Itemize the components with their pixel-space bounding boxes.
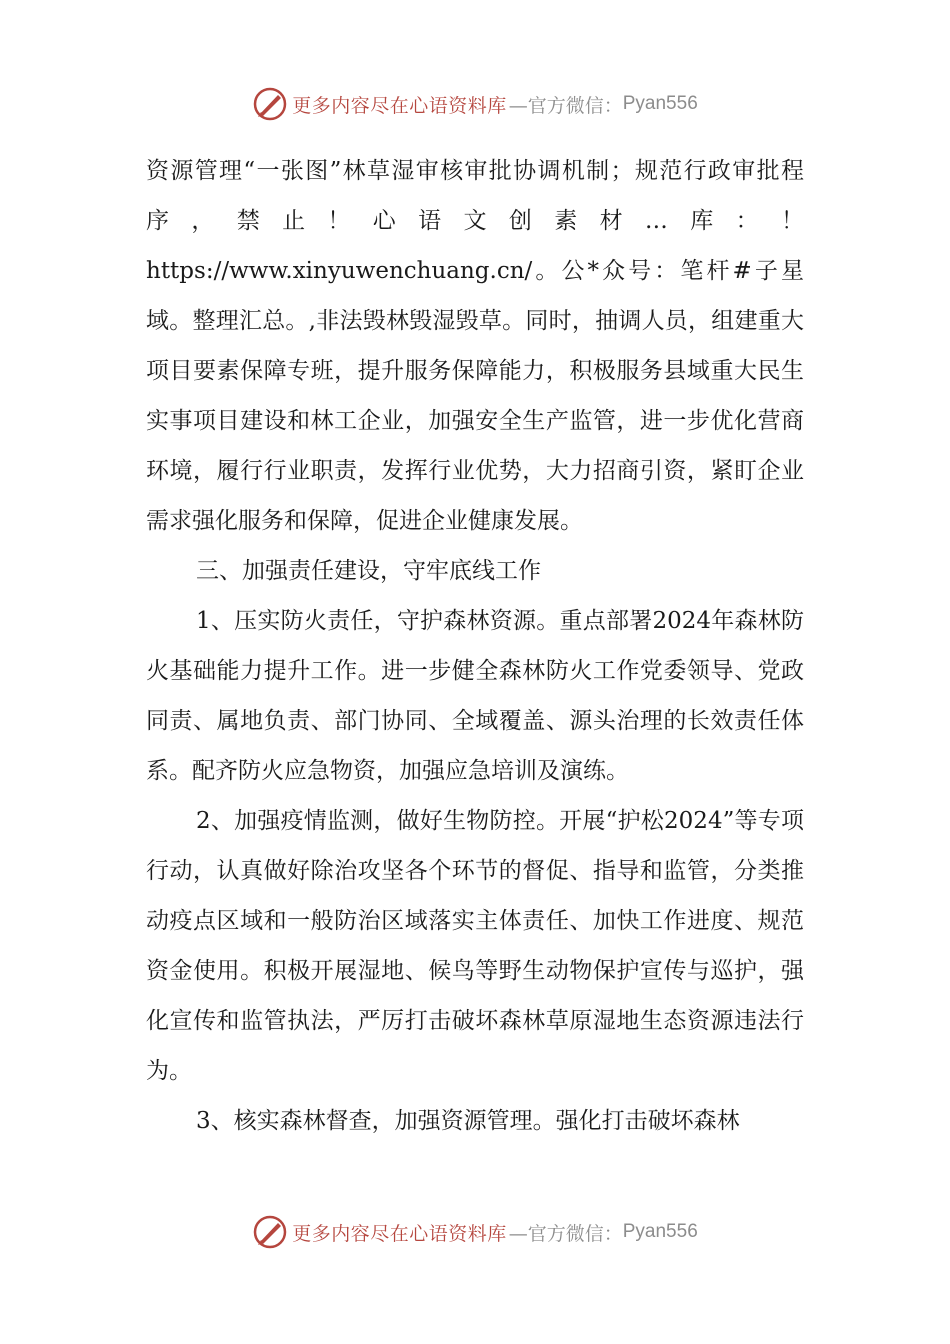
paragraph-fire-prevention: 1、压实防火责任，守护森林资源。重点部署2024年森林防火基础能力提升工作。进一步健全森林防火工作党委领导、党政同责、属地负责、部门协同、全域覆盖、源头治理的长效责任体系。配齐防火应急物资，加强应急培训及演练。: [146, 608, 804, 784]
document-body: [146, 146, 804, 1146]
header-banner: [0, 84, 950, 124]
pen-logo-icon: [252, 1214, 288, 1250]
paragraph-epidemic-monitoring: 2、加强疫情监测，做好生物防控。开展“护松2024”等专项行动，认真做好除治攻坚各个环节的督促、指导和监管，分类推动疫点区域和一般防治区域落实主体责任、加快工作进度、规范资金使用。积极开展湿地、候鸟等野生动物保护宣传与巡护，强化宣传和监管执法，严厉打击破坏森林草原湿地生态资源违法行为。: [146, 808, 804, 1084]
section-heading: 三、加强责任建设，守牢底线工作: [196, 558, 541, 584]
pen-logo-icon: [252, 86, 288, 122]
banner-sub-text: —官方微信：: [508, 94, 623, 117]
banner-wechat-id: Pyan556: [622, 93, 698, 114]
paragraph-forest-inspection: 3、核实森林督查，加强资源管理。强化打击破坏森林: [196, 1108, 740, 1134]
banner-wechat-id: Pyan556: [622, 1221, 698, 1242]
banner-main-text: 更多内容尽在心语资料库: [292, 1222, 507, 1245]
paragraph-continued: 资源管理“一张图”林草湿审核审批协调机制；规范行政审批程序，禁止！心语文创素材…库：！https://www.xinyuwenchuang.cn/。公*众号：笔杆#子星域。整理汇总。,非法毁林毁湿毁草。同时，抽调人员，组建重大项目要素保障专班，提升服务保障能力，积极服务县域重大民生实事项目建设和林工企业，加强安全生产监管，进一步优化营商环境，履行行业职责，发挥行业优势，大力招商引资，紧盯企业需求强化服务和保障，促进企业健康发展。: [146, 158, 804, 534]
banner-main-text: 更多内容尽在心语资料库: [292, 94, 507, 117]
banner-sub-text: —官方微信：: [508, 1222, 623, 1245]
footer-banner: [0, 1212, 950, 1252]
